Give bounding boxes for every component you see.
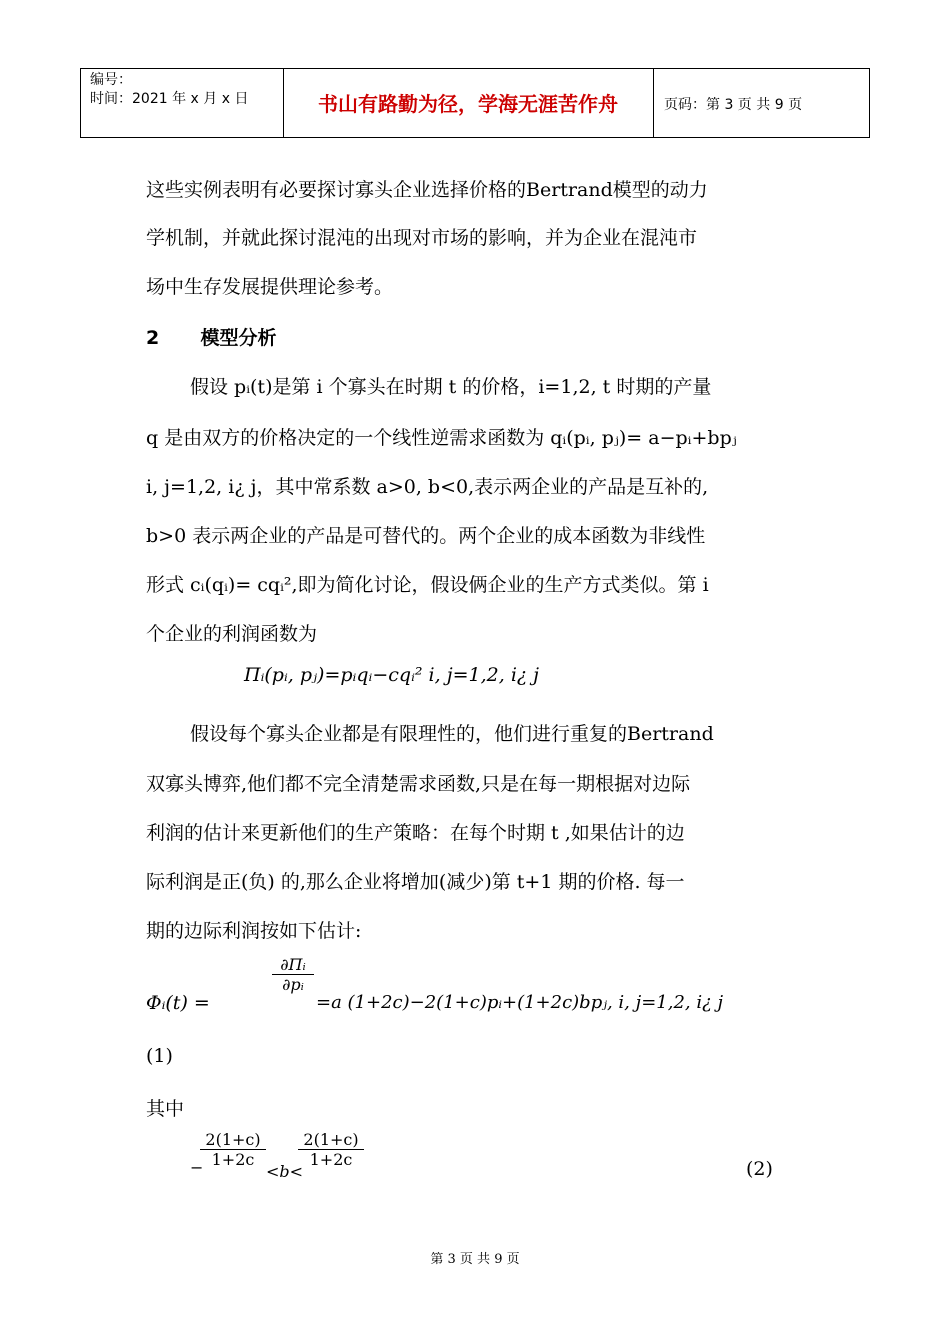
header-divider [653,69,654,137]
paragraph-line: 利润的估计来更新他们的生产策略：在每个时期 t ,如果估计的边 [146,822,685,844]
header-meta [90,71,248,109]
paragraph-line: 期的边际利润按如下估计: [146,920,362,942]
paragraph-line: 际利润是正(负) 的,那么企业将增加(减少)第 t+1 期的价格. 每一 [146,871,685,893]
header-date: 时间：2021 年 x 月 x 日 [90,91,249,107]
profit-equation: Πᵢ(pᵢ, pⱼ)=pᵢqᵢ−cqᵢ² i, j=1,2, i¿ j [244,664,540,686]
derivative-fraction [272,955,314,994]
left-fraction [200,1130,266,1169]
section-number: 2 [146,327,160,349]
paragraph-line: 个企业的利润函数为 [146,623,318,645]
header-motto: 书山有路勤为径，学海无涯苦作舟 [318,91,618,116]
header-page-info: 页码：第 3 页 共 9 页 [664,97,803,113]
paragraph-line: b>0 表示两企业的产品是可替代的。两个企业的成本函数为非线性 [146,525,706,547]
paragraph-line: 假设 pᵢ(t)是第 i 个寡头在时期 t 的价格，i=1,2, t 时期的产量 [190,376,712,398]
paragraph-line: 形式 cᵢ(qᵢ)= cqᵢ²,即为简化讨论，假设俩企业的生产方式类似。第 i [146,574,709,596]
where-text: 其中 [146,1098,185,1120]
paragraph-line: 双寡头博弈,他们都不完全清楚需求函数,只是在每一期根据对边际 [146,773,691,795]
fraction-denominator: 1+2c [211,1150,255,1169]
fraction-denominator: 1+2c [309,1150,353,1169]
section-heading [146,323,277,350]
fraction-numerator: ∂Πᵢ [280,955,306,974]
header-divider [80,69,81,137]
equation-label: (2) [746,1158,773,1180]
minus-sign: − [190,1158,204,1177]
paragraph-line: 假设每个寡头企业都是有限理性的，他们进行重复的Bertrand [190,723,714,745]
page-footer: 第 3 页 共 9 页 [430,1252,520,1267]
phi-rhs: =a (1+2c)−2(1+c)pᵢ+(1+2c)bpⱼ, i, j=1,2, i¿ j [316,992,724,1013]
serial-label: 编号： [90,72,132,88]
paragraph-line: 这些实例表明有必要探讨寡头企业选择价格的Bertrand模型的动力 [146,179,708,201]
section-title: 模型分析 [200,327,277,349]
right-fraction [298,1130,364,1169]
inequality-text: <b< [266,1162,304,1181]
equation-label: (1) [146,1045,173,1067]
paragraph-line: 学机制，并就此探讨混沌的出现对市场的影响，并为企业在混沌市 [146,227,698,249]
phi-lhs: Φᵢ(t) = [146,992,210,1014]
header-divider [869,69,870,137]
paragraph-line: 场中生存发展提供理论参考。 [146,276,394,298]
paragraph-line: i, j=1,2, i¿ j，其中常系数 a>0, b<0,表示两企业的产品是互补的, [146,476,709,498]
fraction-denominator: ∂pᵢ [282,975,304,994]
fraction-numerator: 2(1+c) [303,1130,359,1149]
paragraph-line: q 是由双方的价格决定的一个线性逆需求函数为 qᵢ(pᵢ, pⱼ)= a−pᵢ+bpⱼ [146,427,737,449]
fraction-numerator: 2(1+c) [205,1130,261,1149]
